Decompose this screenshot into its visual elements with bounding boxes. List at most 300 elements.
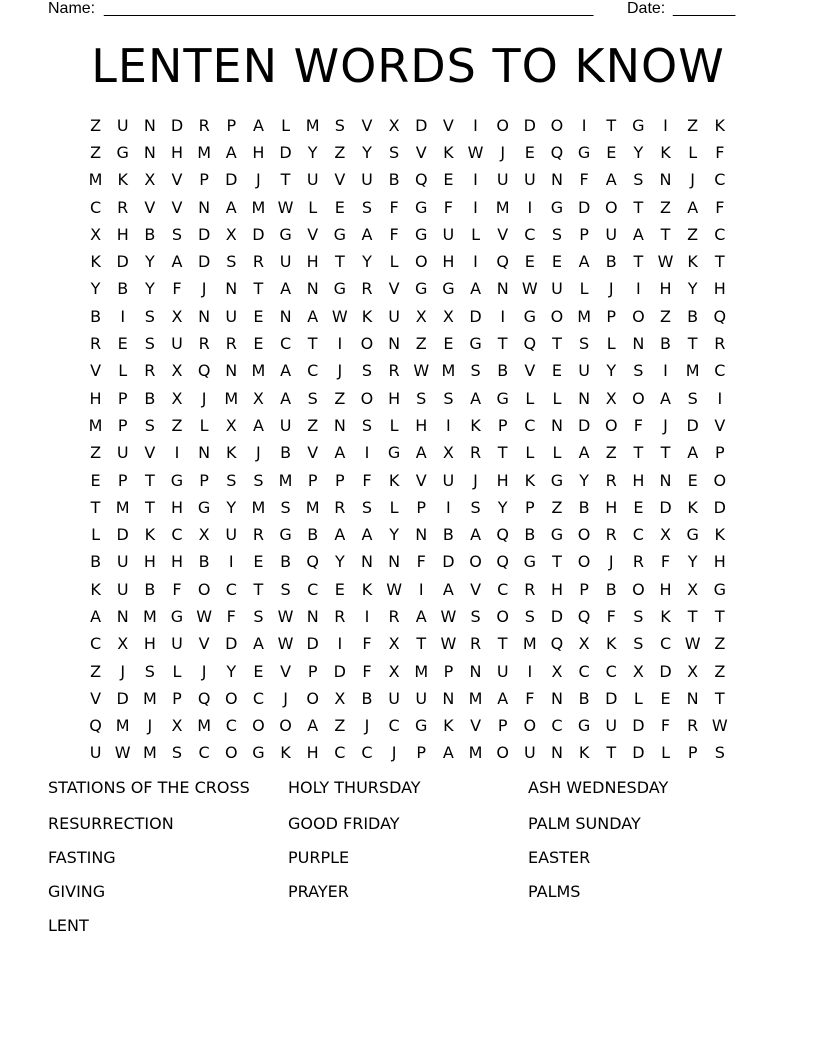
grid-letter: R [252, 252, 264, 272]
grid-letter: T [714, 688, 725, 708]
grid-letter: Q [306, 552, 319, 572]
grid-letter: W [277, 197, 294, 217]
grid-letter: S [253, 470, 264, 490]
grid-letter: C [198, 743, 210, 763]
grid-letter: A [307, 716, 319, 736]
grid-letter: K [687, 252, 698, 272]
grid-letter: U [442, 470, 455, 490]
grid-letter: Z [90, 443, 102, 463]
grid-letter: C [334, 743, 346, 763]
grid-letter: T [497, 334, 508, 354]
grid-letter: A [171, 252, 183, 272]
grid-letter: C [578, 661, 590, 681]
grid-letter: O [469, 552, 482, 572]
grid-letter: M [115, 497, 130, 517]
grid-row [82, 139, 734, 166]
grid-letter: B [497, 361, 509, 381]
grid-letter: H [659, 279, 672, 299]
grid-letter: X [171, 716, 183, 736]
grid-letter: H [306, 743, 319, 763]
grid-letter: H [388, 388, 401, 408]
grid-letter: D [116, 252, 129, 272]
grid-letter: W [413, 361, 430, 381]
grid-letter: J [690, 170, 696, 190]
grid-letter: D [523, 115, 536, 135]
word-list-item: STATIONS OF THE CROSS [48, 778, 250, 797]
grid-letter: U [116, 552, 129, 572]
grid-letter: B [90, 306, 102, 326]
grid-letter: M [441, 361, 456, 381]
grid-row [82, 330, 734, 357]
grid-row [82, 303, 734, 330]
grid-letter: C [252, 688, 264, 708]
grid-letter: A [578, 252, 590, 272]
grid-letter: Z [307, 415, 319, 435]
grid-letter: T [714, 252, 725, 272]
grid-letter: T [714, 606, 725, 626]
grid-letter: P [606, 306, 617, 326]
grid-letter: R [225, 334, 237, 354]
grid-letter: G [333, 224, 347, 244]
grid-letter: R [334, 606, 346, 626]
grid-letter: X [388, 115, 400, 135]
grid-letter: M [88, 415, 103, 435]
grid-letter: K [524, 470, 536, 490]
grid-letter: U [116, 115, 129, 135]
grid-letter: K [117, 170, 128, 190]
grid-letter: T [307, 334, 318, 354]
grid-letter: D [116, 688, 129, 708]
grid-letter: D [686, 415, 699, 435]
grid-letter: Q [523, 334, 537, 354]
grid-letter: S [144, 334, 155, 354]
page-title: LENTEN WORDS TO KNOW [91, 39, 725, 93]
grid-letter: D [632, 716, 645, 736]
grid-letter: F [660, 552, 671, 572]
grid-letter: H [713, 552, 726, 572]
grid-letter: G [577, 142, 591, 162]
grid-letter: L [281, 115, 291, 135]
grid-letter: N [306, 606, 319, 626]
grid-letter: V [144, 443, 156, 463]
grid-letter: M [414, 661, 429, 681]
grid-letter: D [442, 552, 455, 572]
grid-letter: X [198, 525, 210, 545]
grid-letter: N [225, 361, 238, 381]
grid-letter: Y [687, 279, 698, 299]
word-list-item: PALM SUNDAY [528, 814, 641, 833]
grid-letter: U [496, 661, 509, 681]
grid-letter: A [470, 388, 482, 408]
grid-letter: K [687, 497, 698, 517]
grid-letter: X [171, 388, 183, 408]
grid-letter: L [579, 279, 589, 299]
grid-letter: M [522, 634, 537, 654]
grid-letter: W [440, 606, 457, 626]
grid-letter: D [577, 415, 591, 435]
grid-letter: O [632, 388, 645, 408]
grid-letter: G [197, 497, 211, 517]
grid-letter: X [90, 224, 102, 244]
grid-letter: W [277, 606, 294, 626]
grid-letter: Z [660, 306, 671, 326]
grid-letter: Y [362, 252, 372, 272]
grid-letter: S [334, 115, 345, 135]
grid-letter: B [605, 252, 617, 272]
grid-letter: V [144, 197, 156, 217]
grid-letter: P [199, 470, 209, 490]
grid-letter: S [361, 497, 373, 517]
grid-letter: M [142, 743, 157, 763]
grid-letter: V [90, 361, 102, 381]
grid-letter: J [337, 361, 343, 381]
grid-letter: N [225, 279, 238, 299]
grid-letter: D [469, 306, 482, 326]
grid-letter: T [633, 252, 644, 272]
grid-letter: B [307, 525, 319, 545]
grid-letter: A [470, 525, 482, 545]
grid-letter: E [253, 661, 264, 681]
grid-letter: N [550, 688, 563, 708]
grid-letter: C [307, 361, 319, 381]
grid-letter: O [197, 579, 211, 599]
grid-letter: V [388, 279, 400, 299]
grid-letter: J [283, 688, 288, 708]
grid-letter: J [256, 170, 261, 190]
grid-letter: A [660, 388, 671, 408]
grid-letter: J [364, 716, 370, 736]
grid-letter: O [550, 306, 564, 326]
grid-letter: C [225, 716, 237, 736]
grid-letter: P [579, 579, 589, 599]
grid-letter: A [307, 306, 319, 326]
grid-letter: E [633, 497, 644, 517]
grid-letter: B [280, 552, 292, 572]
grid-letter: E [253, 552, 264, 572]
grid-letter: G [686, 525, 699, 545]
grid-letter: C [659, 634, 672, 654]
grid-letter: J [608, 552, 614, 572]
grid-letter: P [497, 415, 508, 435]
grid-letter: A [252, 634, 264, 654]
grid-letter: Z [334, 716, 346, 736]
word-list-item: GOOD FRIDAY [288, 814, 400, 833]
grid-letter: N [116, 606, 129, 626]
grid-letter: D [605, 688, 618, 708]
grid-letter: T [633, 197, 644, 217]
grid-letter: Q [496, 525, 509, 545]
grid-letter: D [225, 170, 238, 190]
grid-letter: K [443, 716, 454, 736]
grid-letter: P [443, 661, 454, 681]
grid-letter: Q [197, 688, 211, 708]
grid-row [82, 658, 734, 685]
grid-letter: B [524, 525, 536, 545]
grid-letter: I [581, 115, 587, 135]
grid-letter: M [142, 606, 157, 626]
grid-letter: N [388, 334, 401, 354]
grid-letter: L [118, 361, 128, 381]
header-line [48, 0, 748, 20]
grid-letter: N [333, 415, 346, 435]
grid-letter: X [334, 688, 346, 708]
grid-letter: I [473, 170, 478, 190]
grid-letter: Z [714, 661, 726, 681]
grid-letter: Q [89, 716, 102, 736]
grid-letter: O [414, 252, 428, 272]
grid-letter: X [388, 634, 400, 654]
grid-letter: I [446, 497, 451, 517]
grid-letter: W [386, 579, 403, 599]
grid-letter: U [225, 306, 238, 326]
grid-letter: O [577, 525, 591, 545]
grid-letter: Y [144, 252, 155, 272]
word-search-grid [82, 112, 734, 767]
grid-row [82, 221, 734, 248]
grid-letter: Y [579, 470, 589, 490]
grid-letter: E [253, 306, 264, 326]
grid-letter: J [201, 388, 207, 408]
grid-letter: L [91, 525, 101, 545]
grid-letter: N [306, 279, 319, 299]
grid-letter: A [252, 115, 264, 135]
grid-letter: F [416, 552, 426, 572]
grid-letter: E [443, 170, 454, 190]
grid-letter: K [605, 634, 617, 654]
grid-letter: E [90, 470, 101, 490]
grid-letter: R [117, 197, 129, 217]
grid-row [82, 549, 734, 576]
grid-letter: Z [90, 115, 102, 135]
grid-row [82, 603, 734, 630]
grid-letter: S [714, 743, 725, 763]
grid-letter: S [416, 388, 427, 408]
grid-letter: N [550, 170, 563, 190]
grid-letter: A [361, 525, 373, 545]
grid-letter: W [467, 142, 484, 162]
grid-letter: V [171, 197, 183, 217]
grid-letter: B [578, 497, 590, 517]
grid-letter: B [442, 525, 454, 545]
grid-letter: Z [90, 661, 102, 681]
grid-letter: M [197, 142, 212, 162]
grid-letter: M [251, 497, 266, 517]
grid-letter: P [579, 224, 589, 244]
word-list-item: EASTER [528, 848, 591, 867]
grid-letter: U [171, 334, 183, 354]
grid-letter: O [279, 716, 292, 736]
grid-row [82, 494, 734, 521]
grid-letter: O [604, 415, 618, 435]
grid-letter: H [713, 279, 726, 299]
grid-letter: P [416, 497, 427, 517]
grid-letter: K [90, 579, 101, 599]
grid-letter: L [199, 415, 209, 435]
word-list-item: PURPLE [288, 848, 350, 867]
grid-letter: A [687, 197, 699, 217]
grid-letter: O [632, 579, 645, 599]
grid-letter: N [198, 306, 211, 326]
grid-letter: T [552, 552, 562, 572]
grid-letter: S [361, 361, 373, 381]
grid-letter: C [279, 334, 292, 354]
grid-letter: A [470, 279, 482, 299]
grid-letter: C [714, 361, 726, 381]
grid-letter: E [524, 252, 535, 272]
grid-letter: B [660, 334, 672, 354]
grid-letter: U [306, 170, 319, 190]
grid-letter: R [469, 443, 482, 463]
grid-letter: D [116, 525, 129, 545]
grid-letter: I [473, 197, 478, 217]
grid-letter: Z [334, 142, 346, 162]
grid-letter: O [306, 688, 319, 708]
grid-letter: M [251, 361, 266, 381]
grid-letter: G [279, 224, 292, 244]
grid-letter: V [171, 170, 183, 190]
grid-letter: C [171, 525, 183, 545]
grid-letter: E [117, 334, 128, 354]
grid-letter: S [280, 579, 291, 599]
grid-letter: I [717, 388, 723, 408]
grid-letter: Q [550, 142, 564, 162]
grid-letter: U [116, 579, 129, 599]
grid-letter: I [446, 415, 451, 435]
grid-letter: T [606, 115, 617, 135]
grid-letter: U [523, 743, 536, 763]
grid-letter: Y [226, 497, 237, 517]
grid-letter: V [280, 661, 292, 681]
grid-letter: N [659, 470, 672, 490]
grid-letter: I [418, 579, 424, 599]
grid-letter: N [198, 197, 211, 217]
grid-letter: Y [144, 279, 155, 299]
grid-letter: M [305, 497, 320, 517]
grid-letter: U [388, 688, 400, 708]
grid-letter: X [144, 170, 156, 190]
grid-letter: Z [171, 415, 183, 435]
grid-row [82, 521, 734, 548]
grid-letter: O [224, 688, 238, 708]
grid-letter: T [144, 470, 155, 490]
grid-letter: H [632, 470, 645, 490]
grid-letter: R [252, 525, 264, 545]
grid-letter: E [443, 334, 454, 354]
grid-letter: T [144, 497, 155, 517]
grid-letter: I [364, 443, 370, 463]
grid-letter: R [605, 470, 617, 490]
grid-letter: O [577, 552, 591, 572]
grid-letter: L [389, 252, 399, 272]
grid-letter: X [551, 661, 563, 681]
grid-letter: E [524, 142, 535, 162]
grid-letter: O [252, 716, 265, 736]
grid-letter: W [657, 252, 674, 272]
grid-letter: D [306, 634, 319, 654]
grid-letter: F [660, 716, 671, 736]
grid-letter: B [90, 552, 102, 572]
grid-letter: Q [713, 306, 727, 326]
grid-letter: J [473, 470, 478, 490]
grid-letter: U [415, 688, 428, 708]
grid-letter: W [711, 716, 728, 736]
grid-letter: H [415, 415, 428, 435]
grid-letter: D [550, 606, 564, 626]
grid-letter: T [253, 579, 264, 599]
grid-letter: G [116, 142, 129, 162]
date-label: Date: [627, 0, 666, 17]
grid-letter: D [252, 224, 265, 244]
grid-letter: J [120, 661, 126, 681]
grid-letter: G [523, 552, 537, 572]
grid-letter: L [688, 142, 698, 162]
grid-letter: G [252, 743, 265, 763]
grid-letter: I [663, 115, 668, 135]
grid-letter: E [334, 579, 345, 599]
grid-letter: F [715, 197, 725, 217]
grid-letter: I [337, 334, 343, 354]
grid-letter: X [225, 415, 237, 435]
word-list-item: PRAYER [288, 882, 349, 901]
grid-letter: R [687, 716, 699, 736]
grid-letter: X [117, 634, 129, 654]
grid-letter: S [524, 606, 535, 626]
grid-letter: E [606, 142, 617, 162]
grid-letter: N [442, 688, 455, 708]
grid-row [82, 631, 734, 658]
grid-letter: R [469, 634, 482, 654]
grid-letter: Z [660, 197, 671, 217]
grid-letter: I [228, 552, 234, 572]
grid-letter: C [524, 415, 536, 435]
grid-letter: P [172, 688, 182, 708]
grid-letter: S [633, 606, 644, 626]
grid-letter: X [171, 361, 183, 381]
date-blank-line: _______ [673, 0, 736, 17]
grid-letter: C [307, 579, 319, 599]
grid-letter: F [633, 415, 643, 435]
grid-letter: S [633, 361, 644, 381]
grid-letter: I [636, 279, 641, 299]
grid-letter: C [605, 661, 617, 681]
grid-letter: M [115, 716, 130, 736]
grid-letter: N [659, 170, 672, 190]
grid-letter: G [442, 279, 455, 299]
grid-letter: T [334, 252, 345, 272]
grid-letter: M [577, 306, 591, 326]
grid-letter: M [251, 197, 266, 217]
grid-letter: X [687, 661, 699, 681]
grid-letter: O [713, 470, 727, 490]
grid-letter: M [224, 388, 239, 408]
grid-letter: G [632, 115, 645, 135]
grid-letter: T [633, 443, 644, 463]
grid-letter: X [660, 525, 671, 545]
grid-letter: B [388, 170, 400, 190]
grid-letter: X [252, 388, 264, 408]
grid-row [82, 713, 734, 740]
grid-letter: E [551, 252, 563, 272]
grid-letter: W [440, 634, 457, 654]
grid-letter: R [334, 497, 346, 517]
grid-row [82, 385, 734, 412]
grid-letter: J [500, 142, 506, 162]
grid-letter: Y [633, 142, 644, 162]
word-list-item: RESURRECTION [48, 814, 174, 833]
grid-letter: G [170, 470, 184, 490]
grid-letter: U [89, 743, 102, 763]
grid-letter: X [605, 388, 617, 408]
